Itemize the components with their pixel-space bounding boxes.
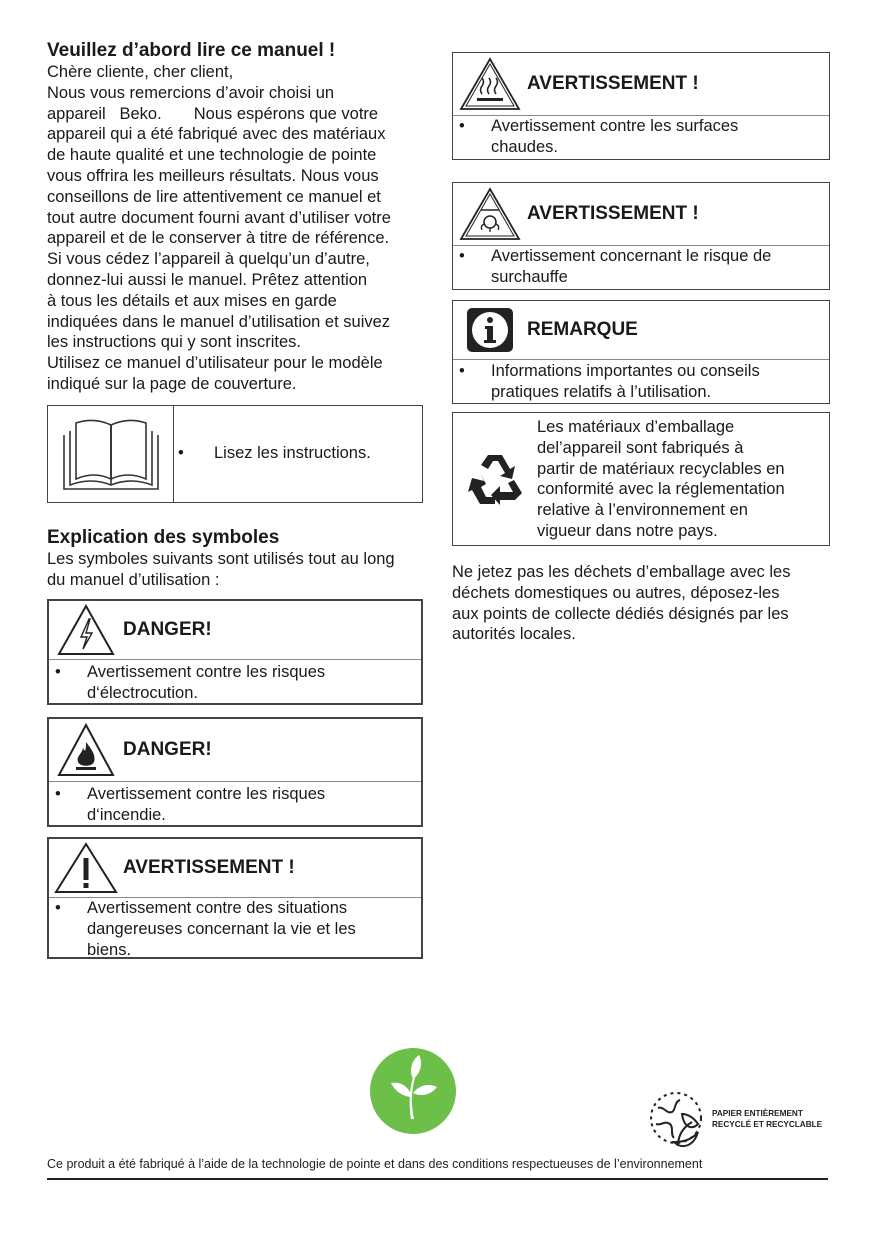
left-column [47,40,423,959]
intro-heading: Veuillez d’abord lire ce manuel ! [47,40,336,61]
danger-fire-box: DANGER! • Avertissement contre les risques d‘incendie. [47,717,423,827]
warning-hot-surface-title: AVERTISSEMENT ! [527,73,699,94]
danger-electric-box: DANGER! • Avertissement contre les risques d‘électrocution. [47,599,423,705]
symbols-heading: Explication des symboles [47,526,280,548]
intro-paragraph: Chère cliente, cher client, Nous vous remercions d’avoir choisi un appareil Beko. Nous espérons que votre appareil qui a été fabriqué avec des matériaux de haute qualité et une technologie de pointe vous offrira les meilleurs résultats. Nous vous conseillons de lire attentivement ce manuel et tout autre document fourni avant d’utiliser votre appareil et de le conserver à titre de référence. Si vous cédez l’appareil à quelqu’un d’autre, donnez-lui aussi le manuel. Prêtez attention à tous les détails et aux mises en garde indiquées dans le manuel d’utilisation et suivez les instructions qui y sont inscrites. Utilisez ce manuel d’utilisateur pour le modèle indiqué sur la page de couverture. [47,63,391,393]
exclamation-warning-icon [49,842,123,894]
recycled-paper-logo [648,1084,822,1154]
right-column [452,52,830,645]
hot-surface-icon [453,56,527,112]
footer-rule [47,1178,828,1180]
warning-general-title: AVERTISSEMENT ! [123,857,295,879]
recycle-box [452,412,830,546]
footer-text: Ce produit a été fabriqué à l’aide de la technologie de pointe et dans des conditions respectueuses de l’environnement [47,1157,703,1171]
recycle-text: Les matériaux d’emballage del’appareil sont fabriqués à partir de matériaux recyclables en conformité avec la réglementation relative à l’environnement en vigueur dans notre pays. [537,418,785,540]
read-instructions-text: Lisez les instructions. [214,444,371,463]
open-book-icon [48,406,174,502]
note-box: REMARQUE • Informations importantes ou conseils pratiques relatifs à l’utilisation. [452,300,830,404]
globe-leaf-icon [648,1084,706,1154]
paper-label: PAPIER ENTIÈREMENT RECYCLÉ ET RECYCLABLE [712,1109,823,1129]
danger-electric-title: DANGER! [123,619,212,641]
symbols-paragraph: Les symboles suivants sont utilisés tout au long du manuel d’utilisation : [47,549,395,589]
read-instructions-box: • Lisez les instructions. [47,405,423,503]
warning-hot-surface-box: AVERTISSEMENT ! • Avertissement contre les surfaces chaudes. [452,52,830,160]
green-leaf-logo [369,1047,457,1140]
fire-hazard-icon [49,722,123,778]
recycle-icon [453,413,537,545]
disposal-paragraph: Ne jetez pas les déchets d’emballage avec les déchets domestiques ou autres, déposez-les aux points de collecte dédiés désignés par les autorités locales. [452,563,791,644]
danger-fire-title: DANGER! [123,739,212,761]
electric-hazard-icon [49,603,123,657]
info-icon [453,307,527,353]
warning-overheat-box: AVERTISSEMENT ! • Avertissement concernant le risque de surchauffe [452,182,830,290]
overheat-icon [453,186,527,242]
note-title: REMARQUE [527,319,638,340]
warning-general-box: AVERTISSEMENT ! • Avertissement contre des situations dangereuses concernant la vie et les biens. [47,837,423,959]
warning-overheat-title: AVERTISSEMENT ! [527,203,699,224]
